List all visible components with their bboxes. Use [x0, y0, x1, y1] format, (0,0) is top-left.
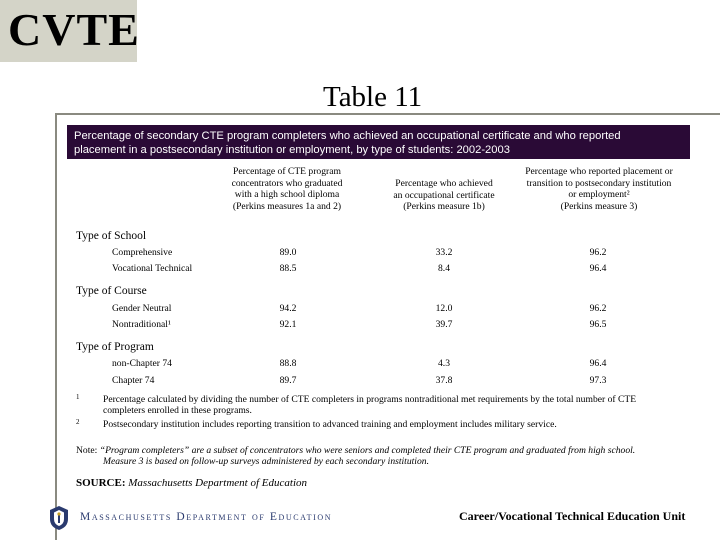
- caption-line-2: placement in a postsecondary institution or employment, by type of students: 2002-2003: [74, 144, 510, 156]
- massachusetts-seal-icon: [48, 505, 70, 531]
- note-line-1: “Program completers” are a subset of concentrators who were seniors and completed their CTE program and graduated from high school.: [99, 445, 636, 456]
- side-rule: [55, 113, 57, 540]
- column-header-line: (Perkins measure 3): [560, 200, 638, 212]
- row-label-gender-neutral: Gender Neutral: [112, 303, 172, 314]
- table-cell: 88.5: [279, 263, 297, 274]
- column-header-line: (Perkins measure 1b): [403, 201, 485, 212]
- section-type-of-school: Type of School: [76, 230, 147, 242]
- column-header-line: concentrators who graduated: [231, 177, 343, 189]
- table-cell: 97.3: [589, 375, 607, 386]
- source-text: Massachusetts Department of Education: [128, 477, 307, 489]
- note-label: Note:: [76, 445, 98, 456]
- department-wordmark: Massachusetts Department of Education: [80, 511, 333, 523]
- unit-name: Career/Vocational Technical Education Unit: [459, 509, 686, 523]
- column-header-line: Percentage of CTE program: [233, 166, 341, 177]
- column-header-line: (Perkins measures 1a and 2): [232, 200, 342, 212]
- row-label-nontraditional: Nontraditional¹: [112, 319, 171, 330]
- row-label-non-chapter-74: non-Chapter 74: [112, 358, 172, 369]
- footnote-2: Postsecondary institution includes reporting transition to advanced training and employment includes military service.: [103, 419, 557, 430]
- section-type-of-program: Type of Program: [76, 341, 154, 353]
- column-header-line: with a high school diploma: [234, 189, 340, 200]
- column-header-diploma: [228, 166, 346, 212]
- column-header-line: Percentage who achieved: [395, 178, 493, 189]
- table-cell: 4.3: [438, 358, 450, 369]
- table-cell: 39.7: [435, 319, 453, 330]
- footnote-mark-1: 1: [76, 393, 80, 401]
- column-header-line: or employment²: [568, 189, 630, 200]
- table-caption-banner: [67, 125, 690, 159]
- footnote-mark-2: 2: [76, 418, 80, 426]
- source-label: SOURCE:: [76, 477, 126, 489]
- column-header-line: Percentage who reported placement or: [525, 166, 673, 177]
- table-cell: 96.2: [589, 247, 607, 258]
- row-label-vocational-technical: Vocational Technical: [112, 263, 193, 274]
- footnote-line: completers enrolled in these programs.: [103, 405, 252, 416]
- row-label-chapter-74: Chapter 74: [112, 375, 155, 386]
- table-cell: 12.0: [435, 303, 453, 314]
- footnote-1: [103, 394, 673, 416]
- footnote-line: Percentage calculated by dividing the number of CTE completers in programs nontraditional met requirements by the total number of CTE: [103, 394, 637, 405]
- source-line: [76, 477, 307, 490]
- row-label-comprehensive: Comprehensive: [112, 247, 173, 258]
- logo-text: CVTE: [8, 4, 140, 55]
- cvte-logo: [0, 0, 140, 62]
- table-cell: 96.5: [589, 319, 607, 330]
- table-cell: 89.7: [279, 375, 297, 386]
- column-header-certificate: [382, 178, 506, 213]
- section-type-of-course: Type of Course: [76, 285, 147, 297]
- table-cell: 96.4: [589, 358, 607, 369]
- table-cell: 8.4: [438, 263, 450, 274]
- table-cell: 33.2: [435, 247, 453, 258]
- note-line-2: Measure 3 is based on follow-up surveys administered by each secondary institution.: [103, 456, 429, 467]
- table-cell: 96.2: [589, 303, 607, 314]
- table-note: [76, 445, 696, 467]
- table-cell: 96.4: [589, 263, 607, 274]
- slide-title: Table 11: [323, 81, 423, 113]
- table-cell: 89.0: [279, 247, 297, 258]
- column-header-line: an occupational certificate: [393, 189, 495, 201]
- table-cell: 94.2: [279, 303, 297, 314]
- table-cell: 37.8: [435, 375, 453, 386]
- table-cell: 88.8: [279, 358, 297, 369]
- column-header-line: transition to postsecondary institution: [526, 177, 672, 189]
- caption-line-1: Percentage of secondary CTE program completers who achieved an occupational certificate and who reported: [74, 130, 621, 142]
- table-cell: 92.1: [279, 319, 297, 330]
- column-header-placement: [510, 166, 688, 212]
